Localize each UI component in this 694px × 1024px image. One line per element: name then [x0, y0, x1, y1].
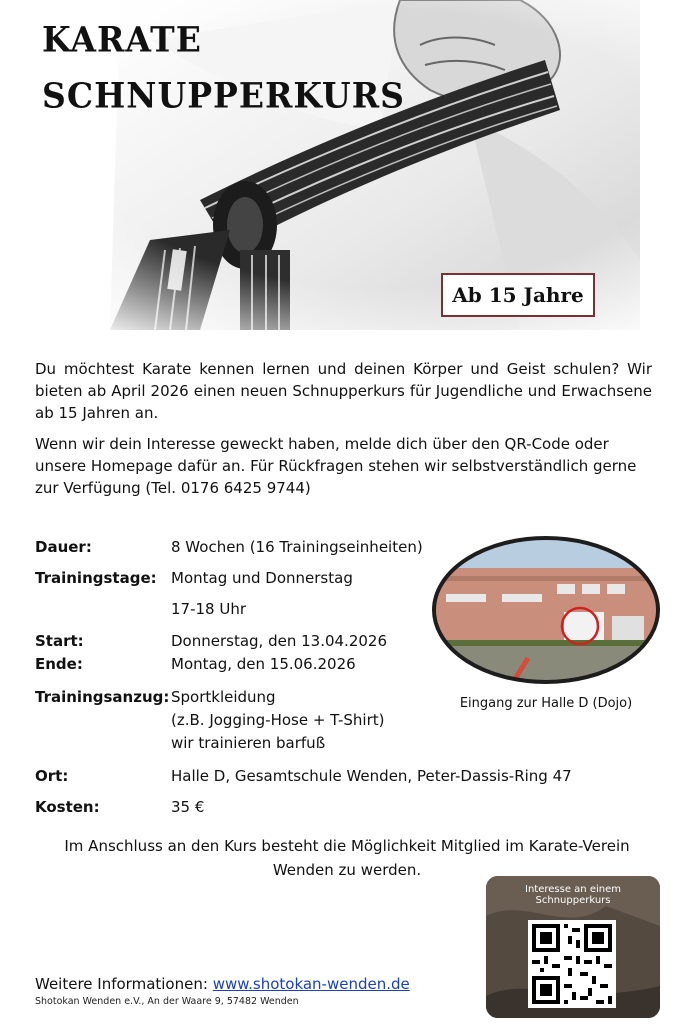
more-info-label: Weitere Informationen: [35, 975, 213, 993]
start-label: Start: [35, 632, 84, 650]
title-line-2: SCHNUPPERKURS [42, 75, 405, 116]
outfit-line-3: wir trainieren barfuß [171, 734, 326, 752]
title-line-1: KARATE [42, 19, 202, 60]
website-link[interactable]: www.shotokan-wenden.de [212, 975, 410, 993]
duration-value: 8 Wochen (16 Trainingseinheiten) [171, 538, 423, 556]
intro-paragraph-1: Du möchtest Karate kennen lernen und deinen Körper und Geist schulen? Wir bieten ab April 2026 einen neuen Schnupperkurs für Jugendliche und Erwachsene ab 15 Jahren an. [35, 360, 652, 422]
photo-caption: Eingang zur Halle D (Dojo) [459, 696, 633, 711]
qr-card[interactable] [486, 876, 660, 1018]
closing-line-2: Wenden zu werden. [272, 861, 422, 879]
qr-title: Interesse an einem Schnupperkurs [525, 884, 621, 906]
more-info [35, 975, 410, 993]
closing-line-1: Im Anschluss an den Kurs besteht die Möglichkeit Mitglied im Karate-Verein [64, 837, 630, 855]
outfit-label: Trainingsanzug: [35, 688, 170, 706]
training-days-label: Trainingstage: [35, 569, 157, 587]
duration-label: Dauer: [35, 538, 92, 556]
training-days-value: Montag und Donnerstag [171, 569, 353, 587]
hero-image [0, 0, 694, 330]
intro-paragraph-2: Wenn wir dein Interesse geweckt haben, melde dich über den QR-Code oder unsere Homepage dafür an. Für Rückfragen stehen wir selbstverständlich gerne zur Verfügung (Tel. 0176 6425 9744) [35, 435, 637, 497]
cost-label: Kosten: [35, 798, 100, 816]
start-value: Donnerstag, den 13.04.2026 [171, 632, 387, 650]
place-label: Ort: [35, 767, 69, 785]
closing-text [30, 834, 664, 882]
end-label: Ende: [35, 655, 83, 673]
qr-code-icon[interactable] [528, 920, 616, 1008]
place-value: Halle D, Gesamtschule Wenden, Peter-Dassis-Ring 47 [171, 767, 572, 785]
outfit-line-2: (z.B. Jogging-Hose + T-Shirt) [171, 711, 385, 729]
footer-address: Shotokan Wenden e.V., An der Waare 9, 57482 Wenden [35, 996, 299, 1007]
outfit-line-1: Sportkleidung [171, 688, 276, 706]
training-time-value: 17-18 Uhr [171, 600, 247, 618]
age-badge: Ab 15 Jahre [441, 273, 595, 317]
cost-value: 35 € [171, 798, 205, 816]
end-value: Montag, den 15.06.2026 [171, 655, 356, 673]
dojo-entrance-photo [432, 536, 660, 684]
